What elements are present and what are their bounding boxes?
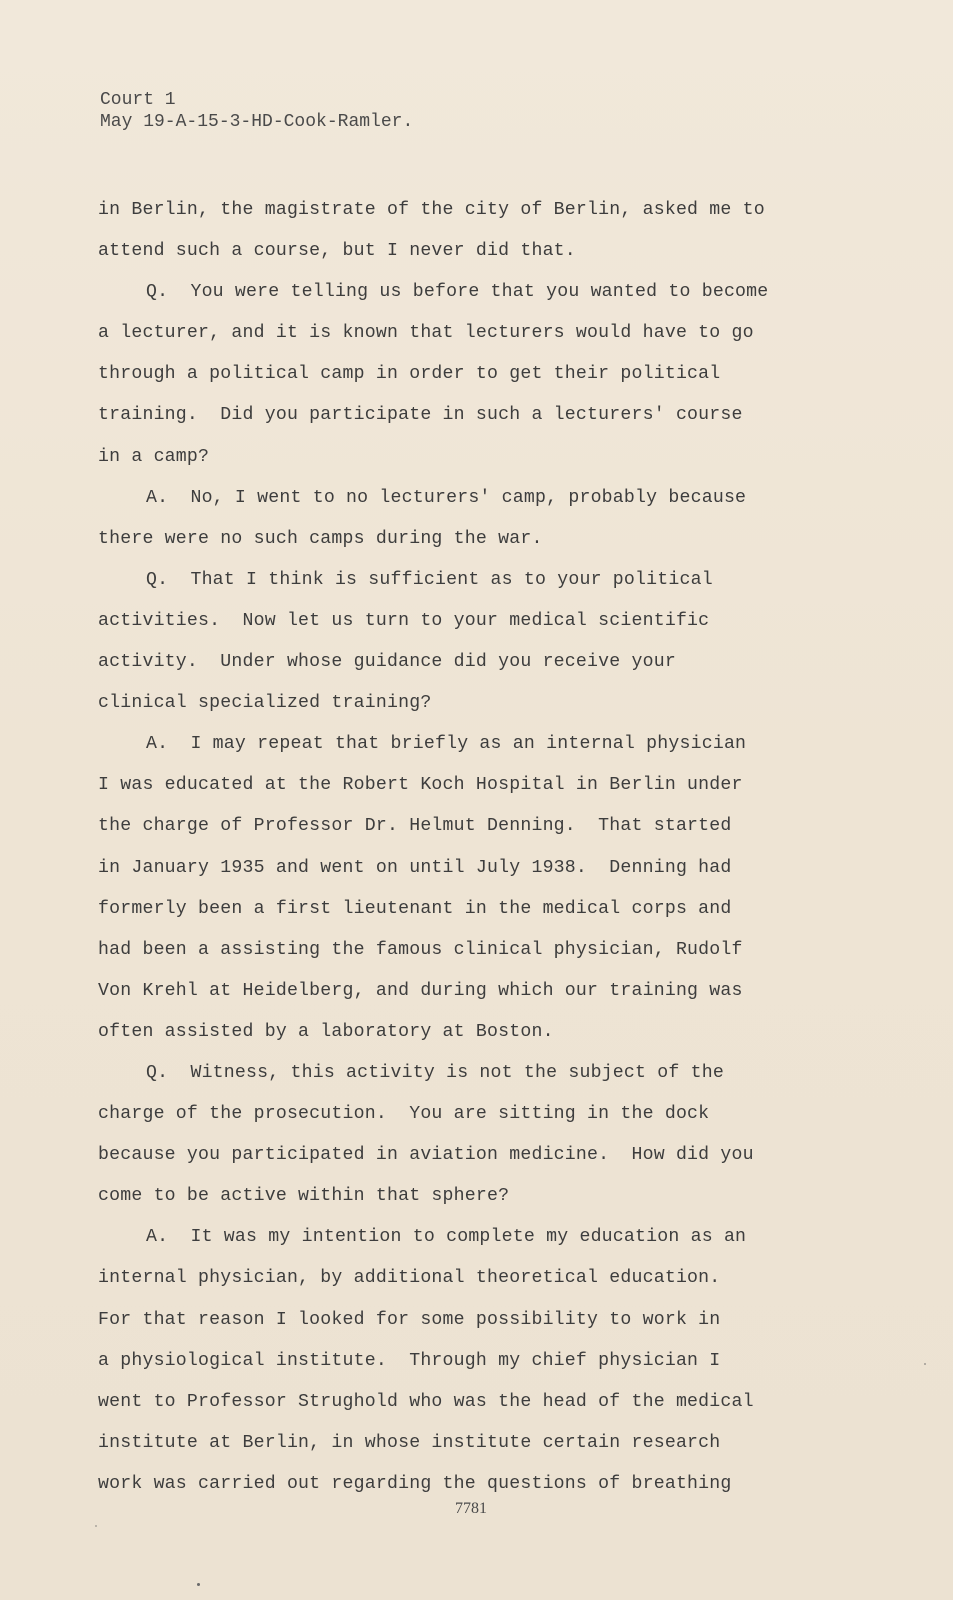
question-line: Q. That I think is sufficient as to your political	[146, 569, 713, 590]
page-header	[100, 89, 413, 133]
text-line: Von Krehl at Heidelberg, and during which our training was	[98, 980, 743, 1001]
answer-line: A. I may repeat that briefly as an internal physician	[146, 734, 747, 755]
text-line: had been a assisting the famous clinical physician, Rudolf	[98, 939, 743, 960]
text-line: the charge of Professor Dr. Helmut Denning. That started	[98, 816, 732, 837]
text-line: because you participated in aviation medicine. How did you	[98, 1145, 754, 1166]
text-line: internal physician, by additional theoretical education.	[98, 1268, 721, 1289]
answer-line: A. It was my intention to complete my education as an	[146, 1227, 747, 1248]
question-line: Q. You were telling us before that you wanted to become	[146, 282, 769, 303]
question-line: Q. Witness, this activity is not the subject of the	[146, 1062, 724, 1083]
paper-speck	[95, 1525, 97, 1527]
paper-speck	[197, 1583, 200, 1586]
text-line: charge of the prosecution. You are sitting in the dock	[98, 1104, 710, 1125]
text-line: institute at Berlin, in whose institute certain research	[98, 1432, 721, 1453]
reference-code: May 19-A-15-3-HD-Cook-Ramler.	[100, 112, 414, 132]
text-line: often assisted by a laboratory at Boston.	[98, 1021, 554, 1042]
text-line: a physiological institute. Through my chief physician I	[98, 1350, 721, 1371]
paper-speck	[924, 1363, 926, 1365]
text-line: formerly been a first lieutenant in the medical corps and	[98, 898, 732, 919]
text-line: work was carried out regarding the questions of breathing	[98, 1473, 732, 1494]
transcript-body	[98, 190, 838, 1505]
text-line: attend such a course, but I never did that.	[98, 241, 576, 262]
text-line: in January 1935 and went on until July 1938. Denning had	[98, 857, 732, 878]
page-number: 7781	[455, 1500, 487, 1517]
text-line: in a camp?	[98, 446, 210, 467]
text-line: come to be active within that sphere?	[98, 1186, 510, 1207]
text-line: in Berlin, the magistrate of the city of Berlin, asked me to	[98, 200, 765, 220]
text-line: activity. Under whose guidance did you receive your	[98, 652, 676, 673]
court-label: Court 1	[100, 90, 176, 110]
text-line: went to Professor Strughold who was the head of the medical	[98, 1391, 754, 1412]
text-line: through a political camp in order to get their political	[98, 364, 721, 385]
text-line: a lecturer, and it is known that lecturers would have to go	[98, 323, 754, 344]
text-line: I was educated at the Robert Koch Hospital in Berlin under	[98, 775, 743, 796]
text-line: For that reason I looked for some possibility to work in	[98, 1309, 721, 1330]
text-line: training. Did you participate in such a lecturers' course	[98, 405, 743, 426]
text-line: clinical specialized training?	[98, 693, 432, 714]
text-line: there were no such camps during the war.	[98, 528, 543, 549]
answer-line: A. No, I went to no lecturers' camp, probably because	[146, 487, 747, 508]
text-line: activities. Now let us turn to your medical scientific	[98, 610, 710, 631]
